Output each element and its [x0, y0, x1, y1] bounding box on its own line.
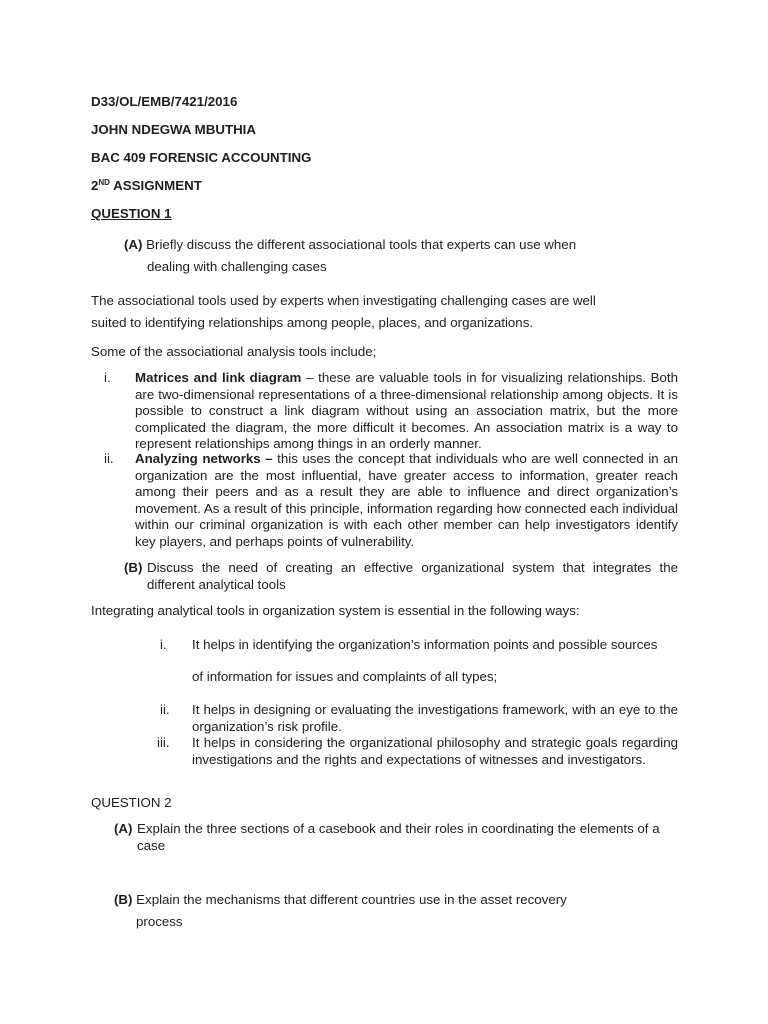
way-item-1-line-2: of information for issues and complaints of all types;: [192, 669, 498, 684]
way-item-2-text: It helps in designing or evaluating the investigations framework, with an eye to the organization’s risk profile.: [192, 702, 678, 734]
question-1a: [124, 234, 624, 278]
tool-item-1-body: [135, 370, 678, 453]
assignment-number: 2: [91, 178, 99, 193]
answer-1a-intro-line-1: The associational tools used by experts when investigating challenging cases are well: [91, 293, 596, 308]
question-1b-label: (B): [124, 560, 143, 575]
answer-1a-intro-line-2: suited to identifying relationships among people, places, and organizations.: [91, 315, 534, 330]
tool-item-1-term: Matrices and link diagram: [135, 370, 302, 385]
way-item-1-numeral: i.: [160, 637, 167, 652]
way-item-2-numeral: ii.: [160, 702, 170, 717]
question-2a-label: (A): [114, 821, 133, 836]
question-1a-text-line-2: dealing with challenging cases: [147, 259, 327, 274]
tool-item-1: [104, 370, 678, 453]
way-item-2: [160, 702, 678, 735]
question-2a-text: Explain the three sections of a casebook and their roles in coordinating the elements of a case: [137, 821, 660, 853]
question-1a-line-1: [124, 234, 624, 256]
course-title: BAC 409 FORENSIC ACCOUNTING: [91, 150, 312, 165]
tools-intro: Some of the associational analysis tools include;: [91, 344, 377, 359]
tool-item-2-text: this uses the concept that individuals who are well connected in an organization are the most influential, have greater access to information, greater reach among their peers and as a result they are able to influence and direct organization’s movement. As a result of this principle, information regarding how connected each individual within our criminal organization is with each other member can help investigators identify key players, and perhaps points of vulnerability.: [135, 451, 679, 549]
assignment-title: [91, 178, 202, 193]
way-item-3-text: It helps in considering the organizational philosophy and strategic goals regarding investigations and the rights and expectations of witnesses and investigators.: [192, 735, 678, 767]
question-2b-text-line-1: Explain the mechanisms that different countries use in the asset recovery: [136, 892, 567, 907]
question-1-heading: QUESTION 1: [91, 206, 172, 221]
tool-item-2-body: [135, 451, 678, 551]
question-1b-text: Discuss the need of creating an effective organizational system that integrates the different analytical tools: [147, 560, 678, 592]
question-1b: [124, 560, 678, 593]
assignment-word: ASSIGNMENT: [113, 178, 202, 193]
integration-intro: Integrating analytical tools in organization system is essential in the following ways:: [91, 603, 580, 618]
question-2b-text-line-2: process: [136, 914, 183, 929]
assignment-superscript: ND: [98, 178, 110, 187]
registration-number: D33/OL/EMB/7421/2016: [91, 94, 238, 109]
tool-item-1-text: – these are valuable tools in for visualizing relationships. Both are two-dimensional representations of a three-dimensional relationship among objects. It is possible to construct a link diagram without using an association matrix, but the more complicated the diagram, the more difficult it becomes. An association matrix is a way to represent relationships among things in an orderly manner.: [135, 370, 678, 452]
question-2b-line-1: [114, 889, 624, 911]
tool-item-2-term: Analyzing networks –: [135, 451, 273, 466]
tool-item-2-numeral: ii.: [104, 451, 114, 466]
way-item-3: [157, 735, 678, 768]
question-2b: [114, 889, 624, 933]
question-2-heading: QUESTION 2: [91, 795, 172, 810]
question-1a-label: (A): [124, 237, 143, 252]
tool-item-1-numeral: i.: [104, 370, 111, 385]
tool-item-2: [104, 451, 678, 551]
way-item-1-line-1: It helps in identifying the organization’s information points and possible sources: [192, 637, 658, 652]
question-2a: [114, 821, 678, 854]
question-1a-text-line-1: Briefly discuss the different associational tools that experts can use when: [146, 237, 577, 252]
student-name: JOHN NDEGWA MBUTHIA: [91, 122, 256, 137]
way-item-3-numeral: iii.: [157, 735, 170, 750]
question-2b-label: (B): [114, 892, 133, 907]
